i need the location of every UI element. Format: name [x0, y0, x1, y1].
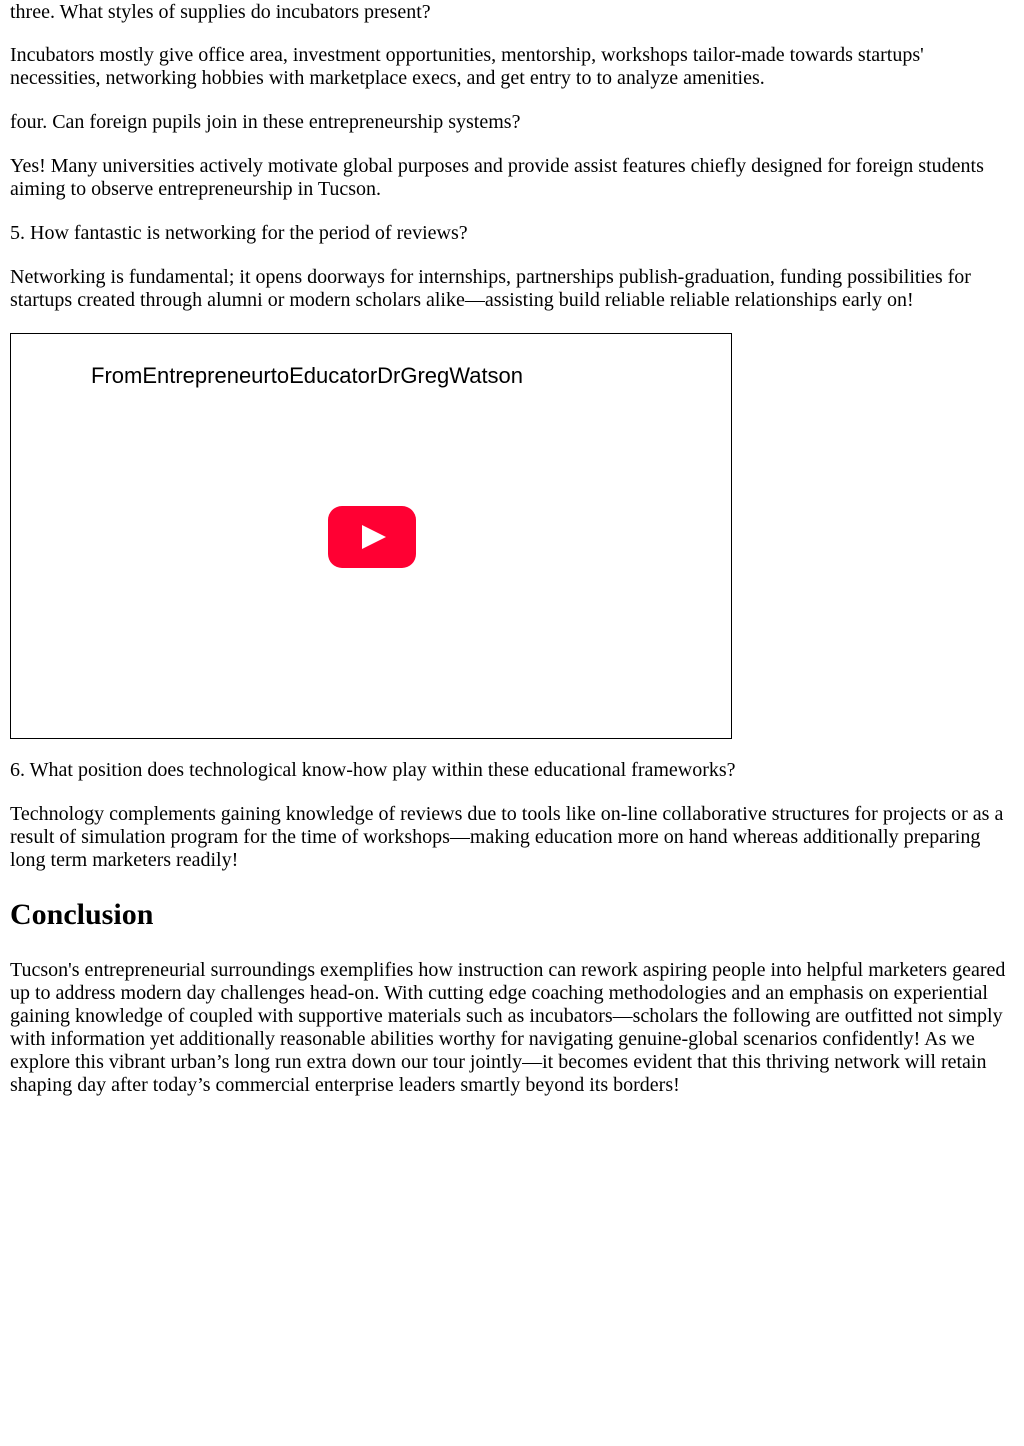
- faq-question: three. What styles of supplies do incubators present?: [10, 1, 431, 23]
- video-embed[interactable]: [10, 333, 732, 739]
- youtube-play-icon[interactable]: [328, 506, 416, 568]
- faq-answer: Technology complements gaining knowledge of reviews due to tools like on-line collaborative structures for projects or as a result of simulation program for the time of workshops—making education more on hand whereas additionally preparing long term marketers readily!: [10, 803, 1004, 871]
- faq-answer: Yes! Many universities actively motivate global purposes and provide assist features chiefly designed for foreign students aiming to observe entrepreneurship in Tucson.: [10, 155, 984, 200]
- play-button[interactable]: [328, 506, 416, 568]
- faq-question: 5. How fantastic is networking for the period of reviews?: [10, 222, 468, 244]
- faq-answer: Incubators mostly give office area, investment opportunities, mentorship, workshops tailor-made towards startups' necessities, networking hobbies with marketplace execs, and get entry to to analyze amenities.: [10, 44, 924, 89]
- video-title[interactable]: FromEntrepreneurtoEducatorDrGregWatson: [91, 363, 524, 388]
- faq-question: 6. What position does technological know-how play within these educational frameworks?: [10, 759, 736, 781]
- faq-answer: Networking is fundamental; it opens doorways for internships, partnerships publish-graduation, funding possibilities for startups created through alumni or modern scholars alike—assisting build reliable reliable relationships early on!: [10, 266, 971, 311]
- faq-question: four. Can foreign pupils join in these entrepreneurship systems?: [10, 111, 521, 133]
- conclusion-text: Tucson's entrepreneurial surroundings exemplifies how instruction can rework aspiring people into helpful marketers geared up to address modern day challenges head-on. With cutting edge coaching methodologies and an emphasis on experiential gaining knowledge of coupled with supportive materials such as incubators—scholars the following are outfitted not simply with information yet additionally reasonable abilities worthy for navigating genuine-global scenarios confidently! As we explore this vibrant urban’s long run extra down our tour jointly—it becomes evident that this thriving network will retain shaping day after today’s commercial enterprise leaders smartly beyond its borders!: [10, 959, 1006, 1096]
- conclusion-heading: Conclusion: [10, 898, 154, 931]
